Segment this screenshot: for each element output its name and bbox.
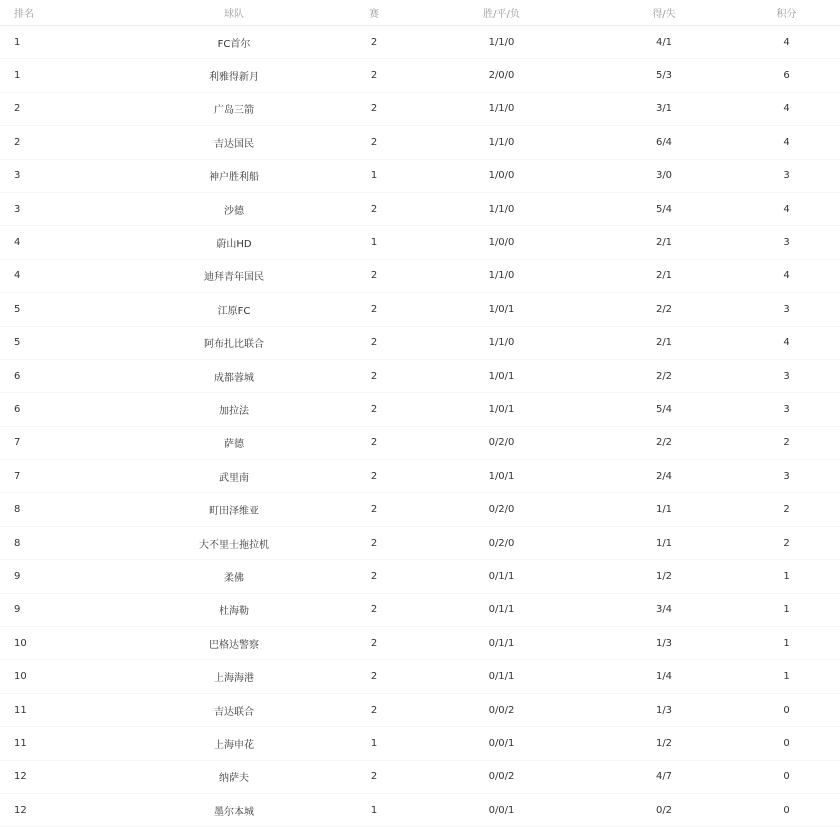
cell-rank: 1 (14, 70, 21, 82)
cell-wdl: 1/1/0 (488, 203, 515, 215)
cell-wdl: 0/0/1 (488, 737, 515, 749)
cell-goals: 3/4 (655, 604, 673, 616)
table-row (0, 693, 840, 726)
cell-rank: 9 (14, 604, 21, 616)
cell-points: 0 (783, 771, 790, 783)
cell-played: 2 (370, 504, 378, 516)
cell-wdl: 0/0/2 (488, 704, 515, 716)
cell-rank: 8 (14, 537, 21, 549)
cell-rank: 11 (14, 704, 27, 716)
cell-played: 2 (370, 370, 378, 382)
table-row (0, 393, 840, 426)
cell-wdl: 0/1/1 (488, 671, 515, 683)
cell-team: 阿布扎比联合 (204, 339, 264, 351)
cell-played: 2 (370, 36, 378, 48)
cell-goals: 5/3 (655, 70, 673, 82)
cell-played: 1 (370, 737, 378, 749)
cell-played: 1 (370, 804, 378, 816)
cell-rank: 4 (14, 237, 21, 249)
cell-points: 0 (783, 737, 790, 749)
cell-wdl: 0/2/0 (488, 537, 515, 549)
cell-wdl: 1/0/1 (488, 370, 515, 382)
cell-team: 上海海港 (214, 673, 254, 685)
cell-points: 4 (783, 203, 790, 215)
cell-goals: 0/2 (655, 804, 673, 816)
cell-goals: 2/4 (655, 470, 673, 482)
cell-points: 2 (783, 437, 790, 449)
cell-points: 3 (783, 403, 790, 415)
cell-team: 蔚山HD (216, 239, 252, 251)
cell-played: 2 (370, 470, 378, 482)
table-row (0, 293, 840, 326)
cell-rank: 6 (14, 403, 21, 415)
cell-goals: 1/2 (655, 737, 673, 749)
cell-played: 2 (370, 136, 378, 148)
cell-goals: 4/1 (655, 36, 673, 48)
cell-rank: 11 (14, 737, 27, 749)
cell-rank: 3 (14, 170, 21, 182)
cell-played: 2 (370, 303, 378, 315)
cell-team: 纳萨夫 (219, 773, 249, 785)
standings-body (0, 26, 840, 827)
cell-team: 柔佛 (224, 572, 244, 584)
cell-played: 2 (370, 403, 378, 415)
cell-wdl: 1/0/1 (488, 303, 515, 315)
cell-wdl: 1/1/0 (488, 337, 515, 349)
cell-team: 江原FC (217, 305, 251, 317)
cell-played: 2 (370, 671, 378, 683)
cell-goals: 2/1 (655, 337, 673, 349)
cell-points: 3 (783, 470, 790, 482)
table-row (0, 192, 840, 225)
cell-points: 1 (783, 570, 790, 582)
table-row (0, 259, 840, 292)
cell-goals: 1/3 (655, 704, 673, 716)
cell-goals: 1/1 (655, 537, 673, 549)
table-row (0, 593, 840, 626)
table-row (0, 526, 840, 559)
cell-played: 2 (370, 337, 378, 349)
cell-played: 2 (370, 103, 378, 115)
table-row (0, 493, 840, 526)
cell-points: 3 (783, 303, 790, 315)
cell-played: 2 (370, 637, 378, 649)
cell-played: 2 (370, 70, 378, 82)
cell-points: 1 (783, 671, 790, 683)
cell-goals: 5/4 (655, 403, 673, 415)
cell-goals: 1/3 (655, 637, 673, 649)
table-row (0, 26, 840, 59)
cell-wdl: 0/2/0 (488, 504, 515, 516)
table-row (0, 159, 840, 192)
header-points: 积分 (719, 0, 840, 26)
cell-points: 4 (783, 103, 790, 115)
cell-rank: 12 (14, 771, 27, 783)
header-team: 球队 (114, 0, 354, 26)
cell-team: 武里南 (219, 472, 249, 484)
cell-goals: 2/2 (655, 370, 673, 382)
cell-points: 6 (783, 70, 790, 82)
header-row (0, 0, 840, 26)
cell-played: 2 (370, 203, 378, 215)
cell-wdl: 0/1/1 (488, 637, 515, 649)
cell-wdl: 2/0/0 (488, 70, 515, 82)
cell-goals: 2/2 (655, 303, 673, 315)
cell-rank: 6 (14, 370, 21, 382)
cell-wdl: 0/2/0 (488, 437, 515, 449)
cell-played: 2 (370, 604, 378, 616)
cell-rank: 10 (14, 637, 27, 649)
cell-team: 杜海勒 (219, 606, 249, 618)
cell-wdl: 0/1/1 (488, 570, 515, 582)
cell-wdl: 1/1/0 (488, 136, 515, 148)
cell-points: 2 (783, 504, 790, 516)
cell-goals: 5/4 (655, 203, 673, 215)
cell-wdl: 1/1/0 (488, 103, 515, 115)
cell-team: 大不里士拖拉机 (199, 539, 269, 551)
header-played: 赛 (354, 0, 394, 26)
cell-rank: 7 (14, 470, 21, 482)
cell-points: 4 (783, 36, 790, 48)
cell-team: 利雅得新月 (209, 72, 259, 84)
cell-rank: 4 (14, 270, 21, 282)
cell-played: 2 (370, 537, 378, 549)
cell-rank: 2 (14, 136, 21, 148)
cell-goals: 2/2 (655, 437, 673, 449)
cell-goals: 2/1 (655, 270, 673, 282)
cell-rank: 2 (14, 103, 21, 115)
cell-played: 2 (370, 570, 378, 582)
table-row (0, 426, 840, 459)
cell-played: 2 (370, 704, 378, 716)
table-row (0, 359, 840, 392)
table-row (0, 660, 840, 693)
header-rank: 排名 (0, 0, 114, 26)
cell-points: 4 (783, 337, 790, 349)
table-row (0, 226, 840, 259)
cell-team: 巴格达警察 (209, 639, 259, 651)
table-row (0, 92, 840, 125)
cell-points: 0 (783, 704, 790, 716)
cell-wdl: 1/0/0 (488, 170, 515, 182)
cell-wdl: 0/0/2 (488, 771, 515, 783)
cell-team: 上海申花 (214, 739, 254, 751)
cell-team: 神户胜利船 (209, 172, 259, 184)
cell-wdl: 1/1/0 (488, 270, 515, 282)
cell-rank: 9 (14, 570, 21, 582)
cell-wdl: 1/0/0 (488, 237, 515, 249)
cell-points: 1 (783, 604, 790, 616)
cell-team: 町田泽维亚 (209, 506, 259, 518)
cell-rank: 8 (14, 504, 21, 516)
cell-played: 1 (370, 237, 378, 249)
cell-team: 吉达联合 (214, 706, 254, 718)
cell-points: 0 (783, 804, 790, 816)
cell-team: 萨德 (224, 439, 244, 451)
table-row (0, 760, 840, 793)
table-row (0, 727, 840, 760)
cell-played: 2 (370, 270, 378, 282)
cell-wdl: 1/0/1 (488, 403, 515, 415)
cell-team: 加拉法 (219, 405, 249, 417)
header-goals: 得/失 (609, 0, 719, 26)
cell-points: 1 (783, 637, 790, 649)
header-wdl: 胜/平/负 (394, 0, 609, 26)
cell-played: 2 (370, 437, 378, 449)
cell-wdl: 0/1/1 (488, 604, 515, 616)
cell-rank: 7 (14, 437, 21, 449)
cell-team: 成都蓉城 (214, 372, 254, 384)
table-row (0, 460, 840, 493)
standings-header (0, 0, 840, 26)
cell-wdl: 1/0/1 (488, 470, 515, 482)
table-row (0, 627, 840, 660)
cell-goals: 3/0 (655, 170, 673, 182)
table-row (0, 326, 840, 359)
cell-team: 迪拜青年国民 (204, 272, 264, 284)
cell-points: 4 (783, 270, 790, 282)
cell-played: 1 (370, 170, 378, 182)
cell-goals: 1/4 (655, 671, 673, 683)
cell-team: 广岛三箭 (214, 105, 254, 117)
cell-rank: 10 (14, 671, 27, 683)
table-row (0, 793, 840, 826)
cell-team: 沙德 (224, 205, 244, 217)
cell-goals: 1/1 (655, 504, 673, 516)
cell-points: 3 (783, 237, 790, 249)
cell-team: FC首尔 (217, 38, 251, 50)
cell-rank: 3 (14, 203, 21, 215)
cell-team: 墨尔本城 (214, 806, 254, 818)
cell-wdl: 0/0/1 (488, 804, 515, 816)
cell-goals: 6/4 (655, 136, 673, 148)
cell-points: 2 (783, 537, 790, 549)
cell-goals: 4/7 (655, 771, 673, 783)
cell-points: 4 (783, 136, 790, 148)
table-row (0, 560, 840, 593)
cell-goals: 2/1 (655, 237, 673, 249)
cell-points: 3 (783, 370, 790, 382)
cell-goals: 1/2 (655, 570, 673, 582)
cell-rank: 5 (14, 303, 21, 315)
table-row (0, 59, 840, 92)
cell-played: 2 (370, 771, 378, 783)
cell-goals: 3/1 (655, 103, 673, 115)
cell-wdl: 1/1/0 (488, 36, 515, 48)
cell-team: 吉达国民 (214, 138, 254, 150)
table-row (0, 126, 840, 159)
cell-rank: 1 (14, 36, 21, 48)
cell-rank: 12 (14, 804, 27, 816)
cell-points: 3 (783, 170, 790, 182)
cell-rank: 5 (14, 337, 21, 349)
